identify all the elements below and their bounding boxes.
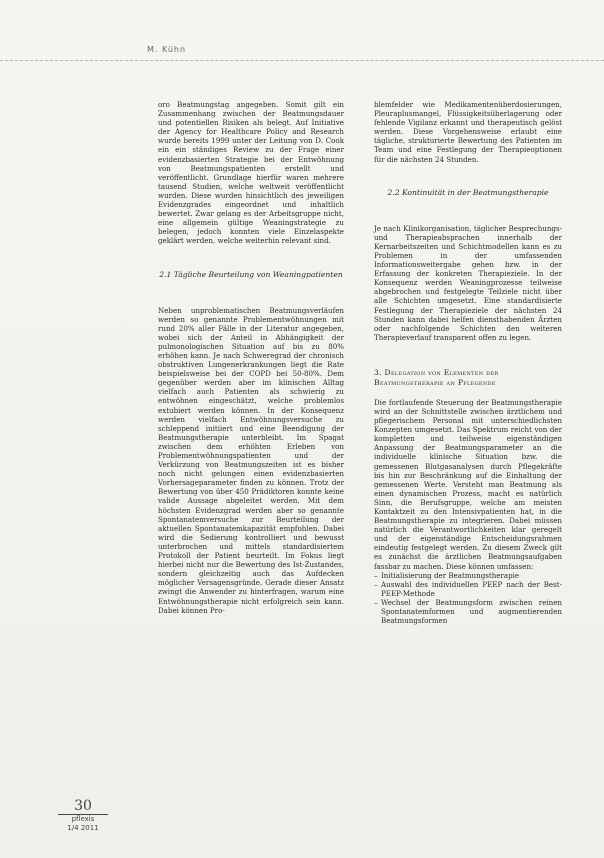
left-column bbox=[158, 100, 344, 615]
task-list bbox=[374, 571, 562, 626]
journal-issue: 1/4 2011 bbox=[67, 824, 99, 832]
list-item: – Auswahl des individuellen PEEP nach der Best-PEEP-Methode bbox=[374, 580, 562, 598]
page-footer bbox=[58, 798, 108, 833]
list-item: – Wechsel der Beatmungsform zwischen reinen Spontanatemformen und augmentierenden Beatmungsformen bbox=[374, 598, 562, 625]
section-heading-2-2: 2.2 Kontinuität in der Beatmungstherapie bbox=[387, 187, 549, 197]
continuation-paragraph: blemfelder wie Medikamentenüberdosierungen, Pleuraplusmangel, Flüssigkeitsüberlagerung oder fehlende Vigilanz erkannt und therapeutisch gelöst werden. Diese Vorgehensweise erlaubt eine tägliche, strukturierte Bewertung des Patienten im Team und eine Festlegung der Therapieoptionen für die nächsten 24 Stunden. bbox=[374, 100, 562, 164]
running-header-author: M. Kühn bbox=[147, 45, 187, 54]
right-column bbox=[374, 100, 562, 625]
list-item: – Initialisierung der Beatmungstherapie bbox=[374, 571, 562, 580]
section-paragraph-2-2: Je nach Klinikorganisation, täglicher Besprechungs- und Therapieabsprachen innerhalb der Kernarbeitszeiten und Schichtmodellen kann es zu Problemen in der umfassenden Informationsweitergabe gehen bzw. in der Erfassung der konkreten Therapieziele. In der Konsequenz werden Weaningprozesse teilweise abgebrochen und festgelegte Teilziele nicht über alle Schichten umgesetzt. Eine standardisierte Festlegung der Therapieziele der nächsten 24 Stunden kann dabei helfen diensthabenden Ärzten oder nachfolgende Schichten den weiteren Therapieverlauf transparent offen zu legen. bbox=[374, 223, 562, 342]
chapter-heading-3: 3. Delegation von Elementen der Beatmungstherapie an Pflegende bbox=[374, 367, 499, 387]
intro-paragraph: oro Beatmungstag angegeben. Somit gilt ein Zusammenhang zwischen der Beatmungsdauer und potentiellen Risiken als belegt. Auf Initiative der Agency for Healthcare Policy and Research wurde bereits 1999 unter der Leitung von D. Cook ein ein ständiges Review zu der Frage einer evidenzbasierten Strategie bei der Entwöhnung von Beatmungspatienten erstellt und veröffentlicht. Grundlage hierfür waren mehrere tausend Studien, welche weltweit veröffentlicht wurden. Diese wurden hinsichtlich des jeweiligen Evidenzgrades eingeordnet und inhaltlich bewertet. Zwar gelang es der Arbeitsgruppe nicht, eine allgemein gültige Weaningstrategie zu belegen, jedoch konnten viele Einzelaspekte geklärt werden, welche weiterhin relevant sind. bbox=[158, 100, 344, 246]
chapter-paragraph-3: Die fortlaufende Steuerung der Beatmungstherapie wird an der Schnittstelle zwischen ärztlichem und pflegerischem Personal mit unterschiedlichsten Konzepten umgesetzt. Das Spektrum reicht von der kompletten und teilweise eigenständigen Anpassung der Beatmungsparameter an die individuelle klinische Situation bzw. die gemessenen Blutgasanalysen durch Pflegekräfte bis hin zur Beschränkung auf die Einhaltung der gemessenen Werte. Versteht man Beatmung als einen dynamischen Prozess, macht es natürlich Sinn, die Berufsgruppe, welche am meisten Kontaktzeit zu den Intensivpatienten hat, in die Beatmungstherapie zu integrieren. Dabei müssen natürlich die Verantwortlichkeiten klar geregelt und der eigenständige Entscheidungsrahmen eindeutig festgelegt werden. Zu diesem Zweck gilt es zunächst die ärztlichen Beatmungsaufgaben fassbar zu machen. Diese können umfassen: bbox=[374, 397, 562, 571]
section-paragraph-2-1: Neben unproblematischen Beatmungsverläufen werden so genannte Problementwöhnungen mit rund 20% aller Fälle in der Literatur angegeben, wobei sich der Anteil in Abhängigkeit der pulmonologischen Situation auf bis zu 80% erhöhen kann. Je nach Schweregrad der chronisch obstruktiven Lungenerkrankungen liegt die Rate beispielsweise bei der COPD bei 50-80%. Dem gegenüber werden aber im klinischen Alltag vielfach auch Patienten als schwierig zu entwöhnen eingeschätzt, welche problemlos extubiert werden können. In der Konsequenz werden vielfach Entwöhnungsversuche zu schleppend initiiert und eine Beendigung der Beatmungstherapie unterbleibt. Im Spagat zwischen dem erhöhten Erleben von Problementwöhnungspatienten und der Verkürzung von Beatmungszeiten ist es bisher noch nicht gelungen einen evidenzbasierten Vorhersageparameter finden zu können. Trotz der Bewertung von über 450 Prädiktoren konnte keine valide Aussage abgeleitet werden. Mit dem höchsten Evidenzgrad werden aber so genannte Spontanatemversuche zur Beurteilung der aktuellen Spontanatemkapazität empfohlen. Dabei wird die Sedierung kontrolliert und bewusst unterbrochen und mittels standardisiertem Protokoll der Patient beurteilt. Im Fokus liegt hierbei nicht nur die Bewertung des Ist-Zustandes, sondern gleichzeitig auch das Aufdecken möglicher Versagensgründe. Gerade dieser Ansatz zwingt die Anwender zu hinterfragen, warum eine Entwöhnungstherapie nicht erfolgreich sein kann. Dabei können Pro- bbox=[158, 305, 344, 615]
journal-name: pflexis bbox=[71, 815, 95, 823]
header-divider bbox=[0, 60, 604, 61]
page-number: 30 bbox=[58, 798, 108, 815]
section-heading-2-1: 2.1 Tägliche Beurteilung von Weaningpatienten bbox=[159, 269, 343, 279]
